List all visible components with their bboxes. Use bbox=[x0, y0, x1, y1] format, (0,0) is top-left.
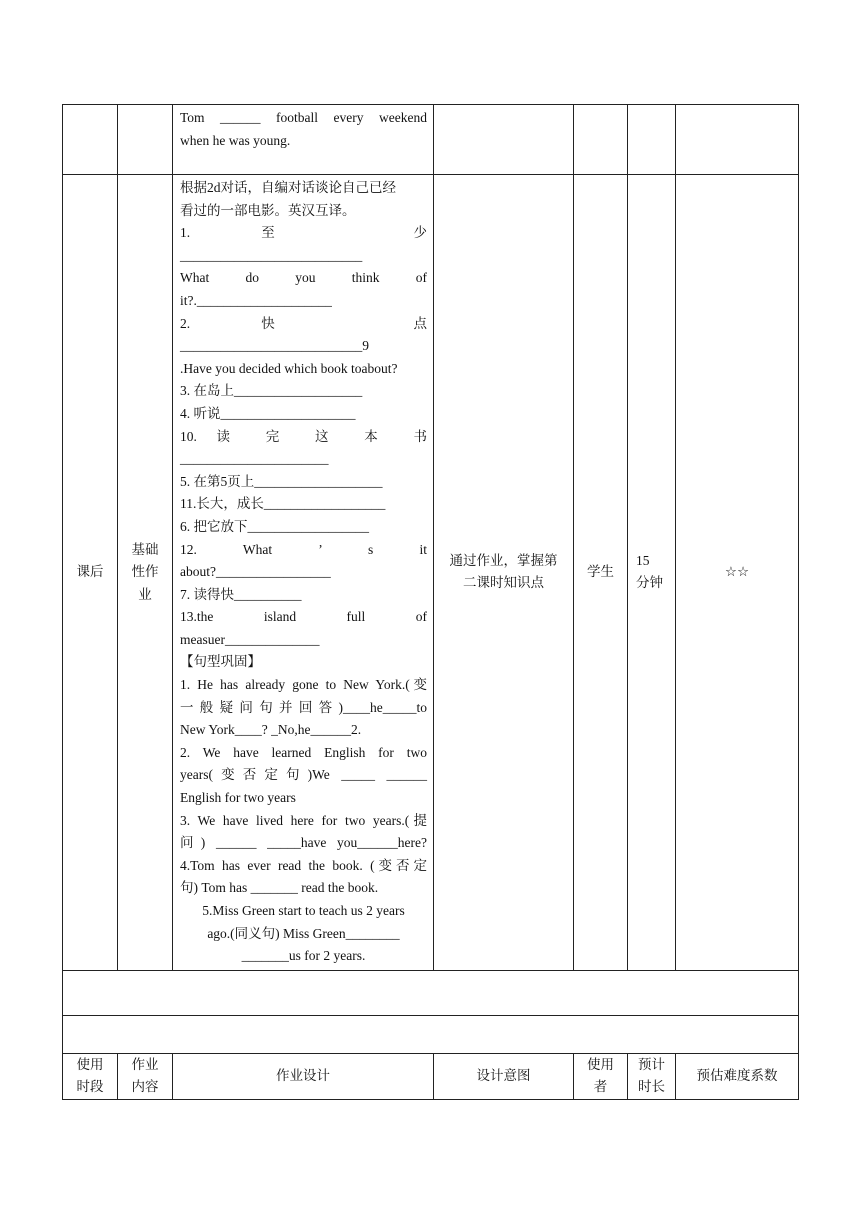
time-line: 15 bbox=[636, 552, 650, 568]
header-difficulty bbox=[676, 1053, 799, 1099]
empty-merged-cell bbox=[63, 970, 799, 1015]
intent-cell bbox=[434, 175, 574, 971]
design-line: _______us for 2 years. bbox=[241, 948, 366, 964]
design-line: 10. 读 完 这 本 书 bbox=[180, 428, 427, 444]
table-row-after-class bbox=[63, 175, 799, 971]
type-cell-empty bbox=[118, 105, 173, 175]
intent-line: 通过作业，掌握第 bbox=[449, 552, 558, 568]
intent-cell-empty bbox=[434, 105, 574, 175]
time-line: 分钟 bbox=[636, 575, 663, 591]
header-text: 作业 bbox=[131, 1056, 159, 1072]
header-text: 预估难度系数 bbox=[696, 1068, 778, 1084]
type-line: 基础 bbox=[131, 541, 159, 557]
type-cell bbox=[118, 175, 173, 971]
header-user bbox=[574, 1053, 628, 1099]
intent-line: 二课时知识点 bbox=[463, 575, 544, 591]
design-line: 3. We have lived here for two years.(提 bbox=[180, 812, 427, 828]
header-text: 使用 bbox=[76, 1056, 104, 1072]
table-row-empty bbox=[63, 1015, 799, 1053]
time-cell bbox=[628, 175, 676, 971]
time-cell-empty bbox=[628, 105, 676, 175]
design-line: when he was young. bbox=[180, 132, 291, 148]
design-line: about?_________________ bbox=[180, 564, 331, 580]
design-line: 2. We have learned English for two bbox=[180, 744, 427, 760]
design-line: it?.____________________ bbox=[180, 292, 332, 308]
header-time bbox=[628, 1053, 676, 1099]
user-cell-empty bbox=[574, 105, 628, 175]
header-content bbox=[118, 1053, 173, 1099]
difficulty-cell-empty bbox=[676, 105, 799, 175]
design-line: 5. 在第5页上___________________ bbox=[180, 473, 383, 489]
design-line: 13.the island full of bbox=[180, 609, 427, 625]
design-line: 5.Miss Green start to teach us 2 years bbox=[202, 903, 405, 918]
design-line: .Have you decided which book toabout? bbox=[180, 360, 398, 376]
design-line: What do you think of bbox=[180, 270, 427, 286]
header-text: 内容 bbox=[131, 1079, 159, 1095]
design-line: 一般疑问句并回答)____he_____to bbox=[180, 699, 427, 715]
header-intent bbox=[434, 1053, 574, 1099]
period-cell bbox=[63, 175, 118, 971]
header-text: 预计 bbox=[638, 1056, 665, 1072]
table-row-empty bbox=[63, 970, 799, 1015]
design-line: 1. 至 少 bbox=[180, 225, 427, 241]
header-text: 使用 bbox=[587, 1056, 614, 1072]
design-line: 7. 读得快__________ bbox=[180, 586, 302, 602]
design-line: measuer______________ bbox=[180, 631, 320, 647]
empty-merged-cell bbox=[63, 1015, 799, 1053]
design-line: 根据2d对话，自编对话谈论自己已经 bbox=[180, 180, 396, 195]
homework-table-page bbox=[62, 104, 798, 1100]
design-line: 问) ______ _____have you______here? bbox=[180, 835, 427, 851]
design-line: 2. 快 点 bbox=[180, 315, 427, 331]
design-line: 6. 把它放下__________________ bbox=[180, 518, 369, 534]
design-line: 11.长大，成长__________________ bbox=[180, 496, 386, 512]
header-text: 时长 bbox=[638, 1079, 665, 1095]
design-line: Tom ______ football every weekend bbox=[180, 110, 427, 125]
design-line: 12. What ’ s it bbox=[180, 541, 427, 557]
period-cell-empty bbox=[63, 105, 118, 175]
design-line: New York____? _No,he______2. bbox=[180, 722, 362, 738]
design-line: English for two years bbox=[180, 790, 296, 806]
design-line: 4. 听说____________________ bbox=[180, 405, 356, 421]
design-line: 1. He has already gone to New York.(变 bbox=[180, 677, 427, 693]
homework-table bbox=[62, 104, 799, 1100]
period-label: 课后 bbox=[76, 564, 104, 580]
design-line: 句) Tom has _______ read the book. bbox=[180, 880, 379, 896]
design-line: 3. 在岛上___________________ bbox=[180, 383, 363, 399]
design-line: 【句型巩固】 bbox=[180, 654, 261, 670]
difficulty-stars: ☆☆ bbox=[724, 564, 750, 580]
difficulty-cell bbox=[676, 175, 799, 971]
design-line: 看过的一部电影。英汉互译。 bbox=[180, 202, 356, 218]
design-cell bbox=[173, 175, 434, 971]
user-label: 学生 bbox=[587, 564, 614, 580]
design-cell-continuation bbox=[173, 105, 434, 175]
header-text: 时段 bbox=[76, 1079, 104, 1095]
header-period bbox=[63, 1053, 118, 1099]
table-row-header bbox=[63, 1053, 799, 1099]
type-line: 业 bbox=[138, 586, 152, 602]
type-line: 性作 bbox=[131, 564, 159, 580]
design-line: ago.(同义句) Miss Green________ bbox=[207, 925, 400, 941]
header-text: 者 bbox=[593, 1079, 608, 1095]
design-line: years(变否定句)We _____ ______ bbox=[180, 767, 427, 783]
design-line: ___________________________9 bbox=[180, 338, 369, 354]
design-line: ______________________ bbox=[180, 451, 329, 467]
user-cell bbox=[574, 175, 628, 971]
table-row-continuation bbox=[63, 105, 799, 175]
header-design bbox=[173, 1053, 434, 1099]
design-line: 4.Tom has ever read the book. (变否定 bbox=[180, 857, 427, 873]
design-line: ___________________________ bbox=[180, 247, 363, 263]
header-text: 作业设计 bbox=[276, 1068, 330, 1084]
header-text: 设计意图 bbox=[476, 1068, 531, 1084]
